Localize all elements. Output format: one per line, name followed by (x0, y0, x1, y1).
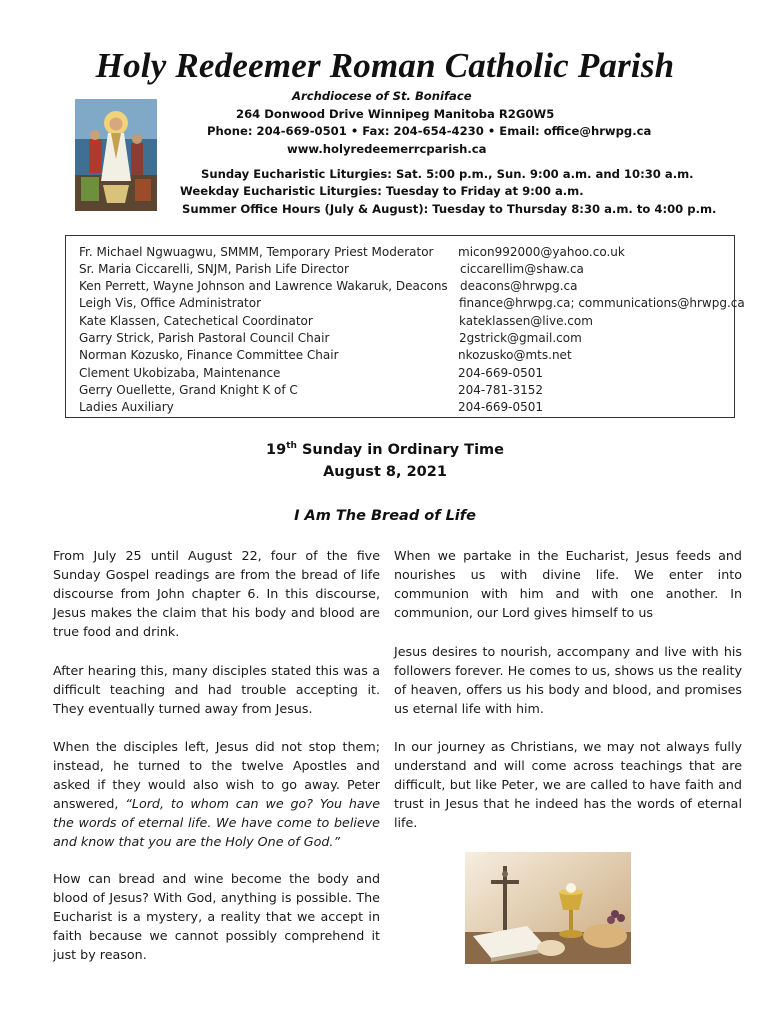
staff-role: Norman Kozusko, Finance Committee Chair (79, 348, 339, 362)
staff-contact: 204-669-0501 (458, 400, 544, 414)
sunday-liturgies: Sunday Eucharistic Liturgies: Sat. 5:00 p.m., Sun. 9:00 a.m. and 10:30 a.m. (201, 167, 694, 181)
staff-contact: kateklassen@live.com (459, 314, 593, 328)
staff-contact: micon992000@yahoo.co.uk (458, 245, 625, 259)
left-paragraph-3-text: When the disciples left, Jesus did not stop them; instead, he turned to the twelve Apostles and asked if they would also wish to go away. Peter answered, (53, 739, 380, 811)
staff-role: Leigh Vis, Office Administrator (79, 296, 262, 310)
staff-role: Clement Ukobizaba, Maintenance (79, 366, 281, 380)
staff-directory (65, 235, 745, 418)
staff-contact: ciccarellim@shaw.ca (460, 262, 584, 276)
sunday-title: Sunday in Ordinary Time (296, 441, 504, 458)
right-paragraph-2: Jesus desires to nourish, accompany and live with his followers forever. He comes to us, shows us the reality of heaven, offers us his body and blood, and promises us eternal life with him. (394, 644, 742, 716)
bulletin-subtitle: I Am The Bread of Life (294, 508, 476, 524)
right-paragraph-3: In our journey as Christians, we may not always fully understand and will come across teachings that are difficult, but like Peter, we are called to have faith and trust in Jesus that he indeed has the words of eternal life. (394, 739, 742, 830)
left-paragraph-1: From July 25 until August 22, four of the five Sunday Gospel readings are from the bread of life discourse from John chapter 6. In this discourse, Jesus makes the claim that his body and blood are true food and drink. (53, 548, 380, 639)
right-paragraph-1: When we partake in the Eucharist, Jesus feeds and nourishes us with divine life. We enter into communion with him and with one another. In communion, our Lord gives himself to us (394, 548, 742, 620)
left-paragraph-3 (53, 737, 380, 851)
archdiocese: Archdiocese of St. Boniface (292, 89, 472, 103)
staff-contact: finance@hrwpg.ca; communications@hrwpg.ca (459, 296, 745, 310)
staff-contact: 2gstrick@gmail.com (459, 331, 582, 345)
staff-contact: 204-669-0501 (458, 366, 544, 380)
staff-role: Garry Strick, Parish Pastoral Council Chair (79, 331, 330, 345)
sunday-number: 19 (266, 441, 287, 458)
website: www.holyredeemerrcparish.ca (287, 142, 487, 156)
sunday-ordinal-suffix: th (286, 441, 297, 451)
left-paragraph-2: After hearing this, many disciples stated this was a difficult teaching and had trouble accepting it. They eventually turned away from Jesus. (53, 663, 380, 716)
office-hours: Summer Office Hours (July & August): Tuesday to Thursday 8:30 a.m. to 4:00 p.m. (182, 202, 717, 216)
peter-quote: “Lord, to whom can we go? You have the words of eternal life. We have come to believe and know that you are the Holy One of God.” (53, 796, 380, 849)
sunday-heading (0, 441, 770, 458)
bulletin-date: August 8, 2021 (323, 464, 447, 480)
staff-role: Gerry Ouellette, Grand Knight K of C (79, 383, 298, 397)
contact-line: Phone: 204-669-0501 • Fax: 204-654-4230 • Email: office@hrwpg.ca (207, 124, 652, 138)
christ-icon-image (75, 99, 157, 211)
parish-title: Holy Redeemer Roman Catholic Parish (95, 46, 675, 85)
staff-role: Sr. Maria Ciccarelli, SNJM, Parish Life Director (79, 262, 349, 276)
weekday-liturgies: Weekday Eucharistic Liturgies: Tuesday to Friday at 9:00 a.m. (180, 184, 584, 198)
staff-contact: deacons@hrwpg.ca (460, 279, 578, 293)
staff-role: Kate Klassen, Catechetical Coordinator (79, 314, 313, 328)
staff-contact: 204-781-3152 (458, 383, 544, 397)
staff-role: Fr. Michael Ngwuagwu, SMMM, Temporary Priest Moderator (79, 245, 434, 259)
staff-role: Ken Perrett, Wayne Johnson and Lawrence Wakaruk, Deacons (79, 279, 448, 293)
left-paragraph-4: How can bread and wine become the body and blood of Jesus? With God, anything is possible. The Eucharist is a mystery, a reality that we accept in faith because we cannot possibly comprehend it just by reason. (53, 871, 380, 962)
staff-role: Ladies Auxiliary (79, 400, 174, 414)
staff-contact: nkozusko@mts.net (458, 348, 572, 362)
eucharist-photo (465, 852, 631, 964)
address: 264 Donwood Drive Winnipeg Manitoba R2G0W5 (236, 107, 555, 121)
